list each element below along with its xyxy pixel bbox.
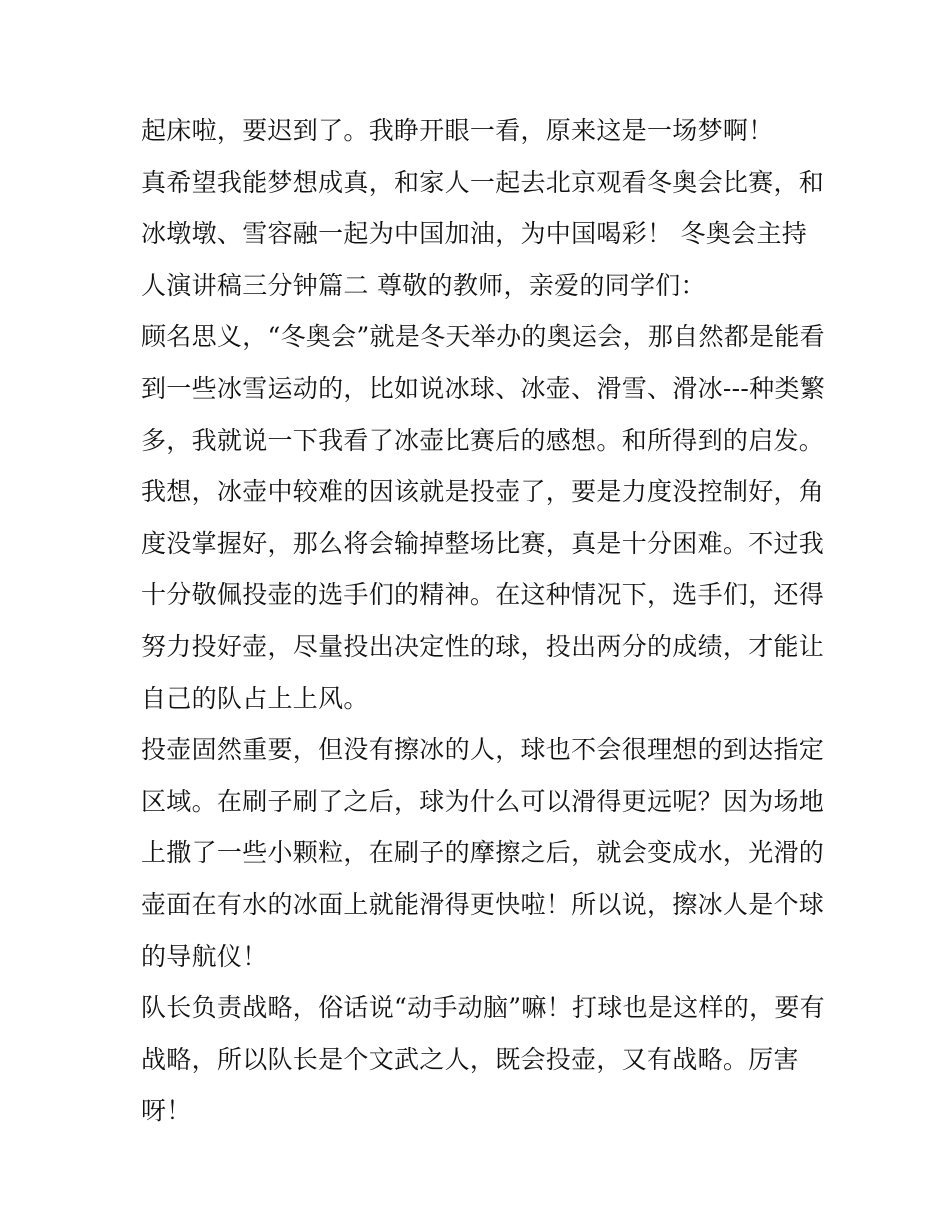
text-line: 壶面在有水的冰面上就能滑得更快啦！所以说，擦冰人是个球: [141, 889, 825, 919]
text-line: 真希望我能梦想成真，和家人一起去北京观看冬奥会比赛，和: [141, 167, 825, 197]
text-line: 到一些冰雪运动的，比如说冰球、冰壶、滑雪、滑冰---种类繁: [141, 373, 826, 403]
text-line: 的导航仪！: [141, 941, 268, 971]
text-line: 自己的队占上上风。: [141, 683, 369, 713]
text-line: 区域。在刷子刷了之后，球为什么可以滑得更远呢？因为场地: [141, 786, 825, 816]
text-line: 上撒了一些小颗粒，在刷子的摩擦之后，就会变成水，光滑的: [141, 838, 825, 868]
text-line: 呀！: [141, 1096, 192, 1126]
text-line: 多，我就说一下我看了冰壶比赛后的感想。和所得到的启发。: [141, 425, 825, 455]
text-line: 战略，所以队长是个文武之人，既会投壶，又有战略。厉害: [141, 1044, 799, 1074]
text-line: 队长负责战略，俗话说“动手动脑”嘛！打球也是这样的，要有: [141, 993, 825, 1023]
text-line: 顾名思义，“冬奥会”就是冬天举办的奥运会，那自然都是能看: [141, 322, 825, 352]
text-line: 十分敬佩投壶的选手们的精神。在这种情况下，选手们，还得: [141, 580, 825, 610]
text-line: 我想，冰壶中较难的因该就是投壶了，要是力度没控制好，角: [141, 477, 825, 507]
body-text: [141, 105, 826, 1137]
text-line: 度没掌握好，那么将会输掉整场比赛，真是十分困难。不过我: [141, 528, 825, 558]
text-line: 冰墩墩、雪容融一起为中国加油，为中国喝彩！ 冬奥会主持: [141, 219, 808, 249]
text-line: 起床啦，要迟到了。我睁开眼一看，原来这是一场梦啊！: [141, 116, 774, 145]
text-line: 努力投好壶，尽量投出决定性的球，投出两分的成绩，才能让: [141, 631, 825, 661]
text-line: 人演讲稿三分钟篇二 尊敬的教师，亲爱的同学们：: [141, 270, 706, 300]
text-line: 投壶固然重要，但没有擦冰的人，球也不会很理想的到达指定: [141, 735, 825, 765]
